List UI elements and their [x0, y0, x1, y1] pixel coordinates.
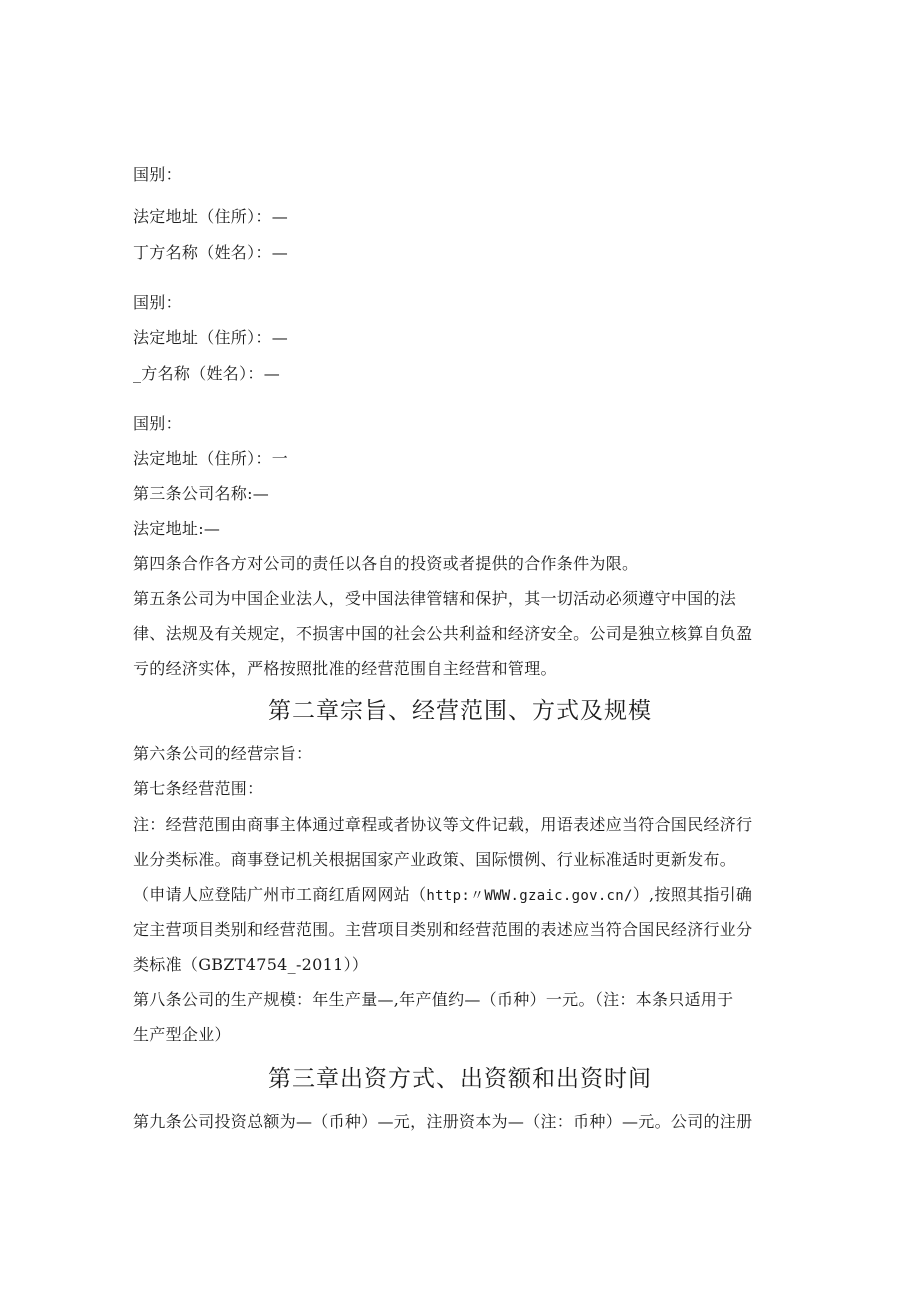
text-line: 法定地址（住所）：—: [133, 328, 289, 347]
text-line: 国别：: [133, 165, 182, 184]
chapter-heading: 第二章宗旨、经营范围、方式及规模: [268, 698, 652, 724]
text-line: 亏的经济实体，严格按照批准的经营范围自主经营和管理。: [133, 659, 557, 678]
text-line: 国别：: [133, 414, 182, 433]
text-line: 第六条公司的经营宗旨：: [133, 744, 313, 763]
text-line: 丁方名称（姓名）：—: [133, 243, 289, 262]
text-line: 类标准（GBZT4754_-2011））: [133, 955, 369, 974]
text-line: 国别：: [133, 293, 182, 312]
text-line: 生产型企业）: [133, 1025, 231, 1044]
text-line: 法定地址（住所）：一: [133, 449, 289, 468]
text-line: 第三条公司名称:—: [133, 484, 270, 503]
text-line: 第九条公司投资总额为—（币种）—元，注册资本为—（注：币种）—元。公司的注册: [133, 1112, 753, 1131]
text-line: 第七条经营范围：: [133, 779, 264, 798]
url-line-prefix: （申请人应登陆广州市工商红盾网网站（: [133, 885, 427, 904]
text-line: 第八条公司的生产规模：年生产量—,年产值约—（币种）一元。（注：本条只适用于: [133, 990, 734, 1009]
chapter-heading: 第三章出资方式、出资额和出资时间: [268, 1066, 652, 1092]
text-line: 法定地址:—: [133, 519, 221, 538]
text-line: 第五条公司为中国企业法人，受中国法律管辖和保护，其一切活动必须遵守中国的法: [133, 589, 737, 608]
url-line-suffix: ）,按照其指引确: [632, 885, 753, 904]
url-line: [133, 884, 752, 907]
text-line: _方名称（姓名）：—: [133, 364, 281, 383]
text-line: 定主营项目类别和经营范围。主营项目类别和经营范围的表述应当符合国民经济行业分: [133, 920, 753, 939]
text-line: 业分类标准。商事登记机关根据国家产业政策、国际惯例、行业标准适时更新发布。: [133, 850, 737, 869]
text-line: 法定地址（住所）：—: [133, 207, 289, 226]
text-line: 律、法规及有关规定，不损害中国的社会公共利益和经济安全。公司是独立核算自负盈: [133, 624, 753, 643]
text-line: 第四条合作各方对公司的责任以各自的投资或者提供的合作条件为限。: [133, 554, 639, 573]
website-link[interactable]: http:〃WWW.gzaic.gov.cn/: [426, 888, 633, 904]
text-line: 注：经营范围由商事主体通过章程或者协议等文件记载，用语表述应当符合国民经济行: [133, 815, 753, 834]
